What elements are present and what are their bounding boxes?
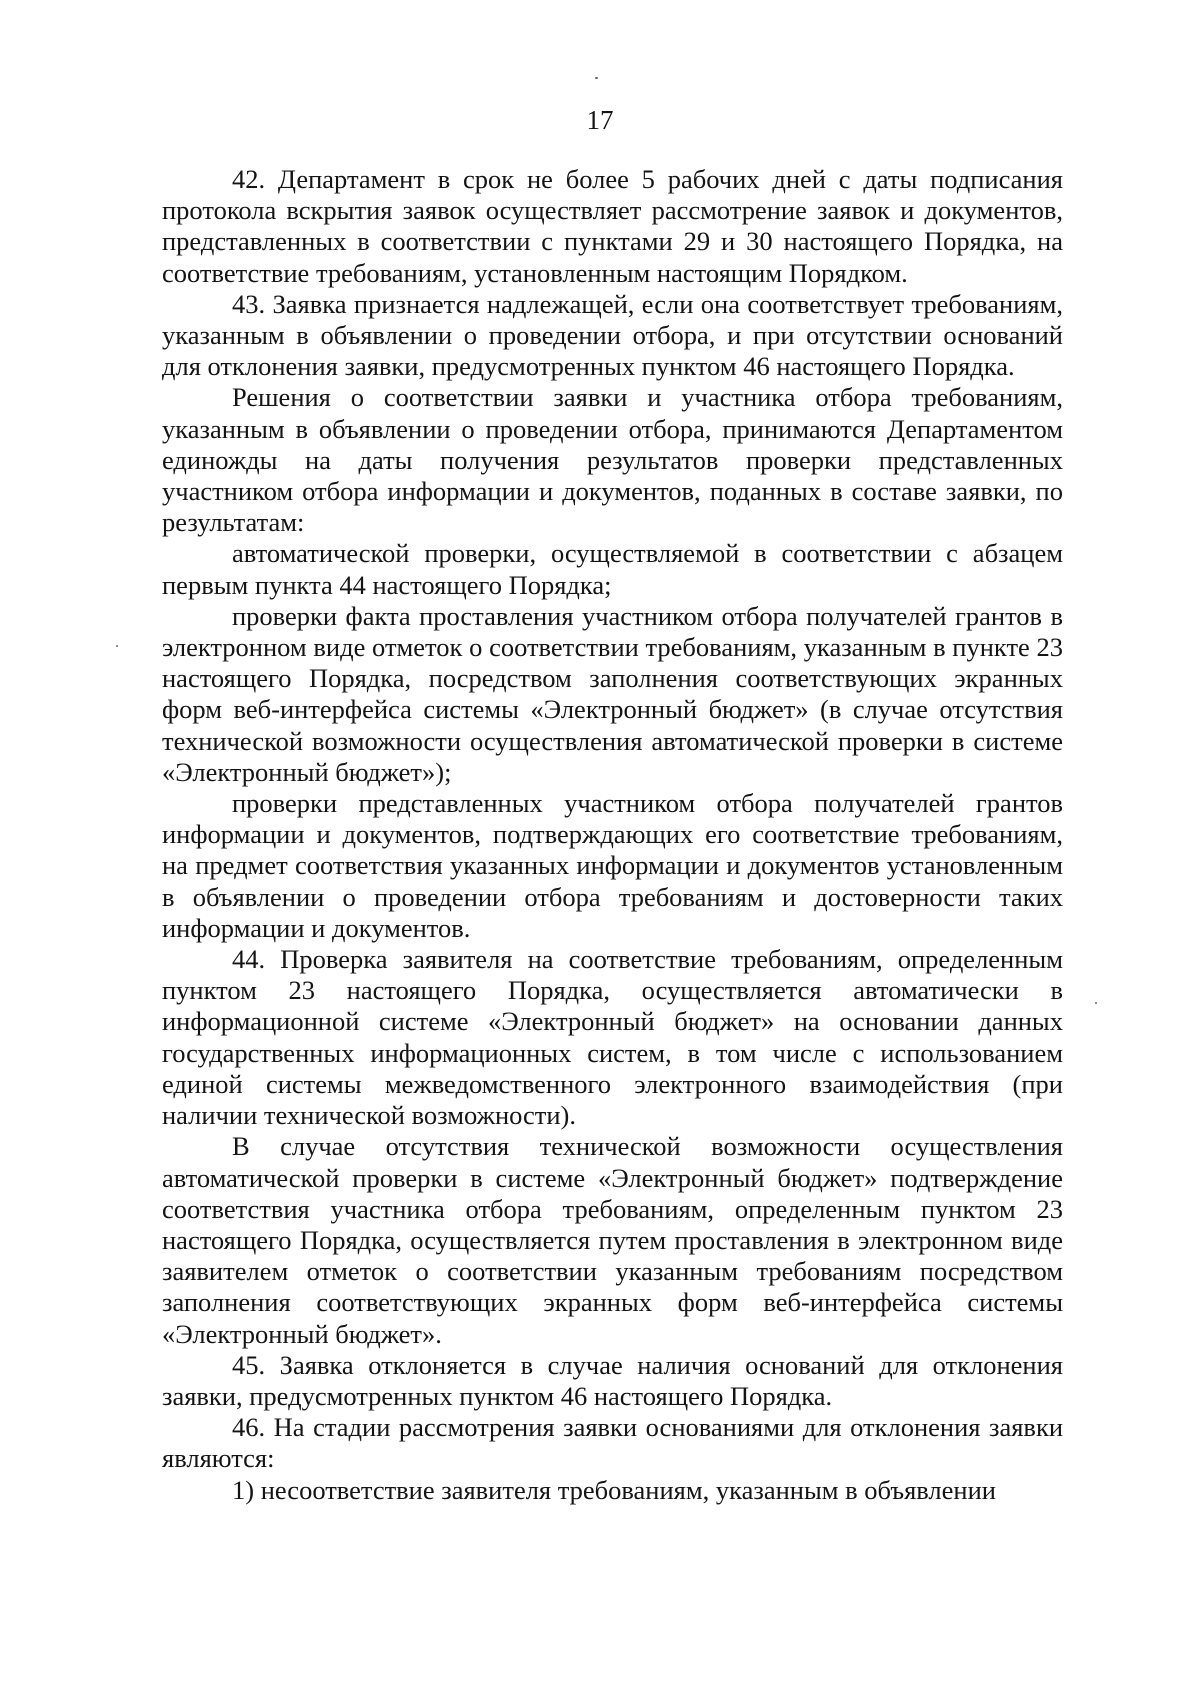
scan-speck — [116, 645, 118, 647]
page-number: 17 — [586, 105, 614, 135]
paragraph-decisions: Решения о соответствии заявки и участника отбора требованиям, указанным в объявлении о проведении отбора, принимаются Департаментом единожды на даты получения результатов проверки представленных участником отбора информации и документов, поданных в составе заявки, по результатам: — [162, 382, 1063, 538]
scan-speck — [1095, 1002, 1097, 1004]
paragraph-42: 42. Департамент в срок не более 5 рабочих дней с даты подписания протокола вскрытия заявок осуществляет рассмотрение заявок и документов, представленных в соответствии с пунктами 29 и 30 настоящего Порядка, на соответствие требованиям, установленным настоящим Порядком. — [162, 164, 1063, 288]
paragraph-45: 45. Заявка отклоняется в случае наличия оснований для отклонения заявки, предусмотренных пунктом 46 настоящего Порядка. — [162, 1349, 1063, 1411]
document-body — [162, 164, 1063, 1506]
paragraph-44: 44. Проверка заявителя на соответствие требованиям, определенным пунктом 23 настоящего Порядка, осуществляется автоматически в информационной системе «Электронный бюджет» на основании данных государственных информационных систем, в том числе с использованием единой системы межведомственного электронного взаимодействия (при наличии технической возможности). — [162, 944, 1063, 1131]
paragraph-46-item-1: 1) несоответствие заявителя требованиям, указанным в объявлении — [232, 1474, 996, 1505]
paragraph-46: 46. На стадии рассмотрения заявки основаниями для отклонения заявки являются: — [162, 1412, 1063, 1474]
paragraph-no-technical-possibility: В случае отсутствия технической возможности осуществления автоматической проверки в системе «Электронный бюджет» подтверждение соответствия участника отбора требованиям, определенным пунктом 23 настоящего Порядка, осуществляется путем проставления в электронном виде заявителем отметок о соответствии указанным требованиям посредством заполнения соответствующих экранных форм веб-интерфейса системы «Электронный бюджет». — [162, 1131, 1063, 1349]
paragraph-marks-check: проверки факта проставления участником отбора получателей грантов в электронном виде отметок о соответствии требованиям, указанным в пункте 23 настоящего Порядка, посредством заполнения соответствующих экранных форм веб-интерфейса системы «Электронный бюджет» (в случае отсутствия технической возможности осуществления автоматической проверки в системе «Электронный бюджет»); — [162, 600, 1063, 787]
paragraph-automatic-check: автоматической проверки, осуществляемой в соответствии с абзацем первым пункта 44 настоящего Порядка; — [162, 538, 1063, 600]
paragraph-documents-check: проверки представленных участником отбора получателей грантов информации и документов, подтверждающих его соответствие требованиям, на предмет соответствия указанных информации и документов установленным в объявлении о проведении отбора требованиям и достоверности таких информации и документов. — [162, 788, 1063, 943]
scan-speck — [595, 77, 598, 79]
paragraph-43: 43. Заявка признается надлежащей, если она соответствует требованиям, указанным в объявлении о проведении отбора, и при отсутствии оснований для отклонения заявки, предусмотренных пунктом 46 настоящего Порядка. — [162, 288, 1063, 382]
